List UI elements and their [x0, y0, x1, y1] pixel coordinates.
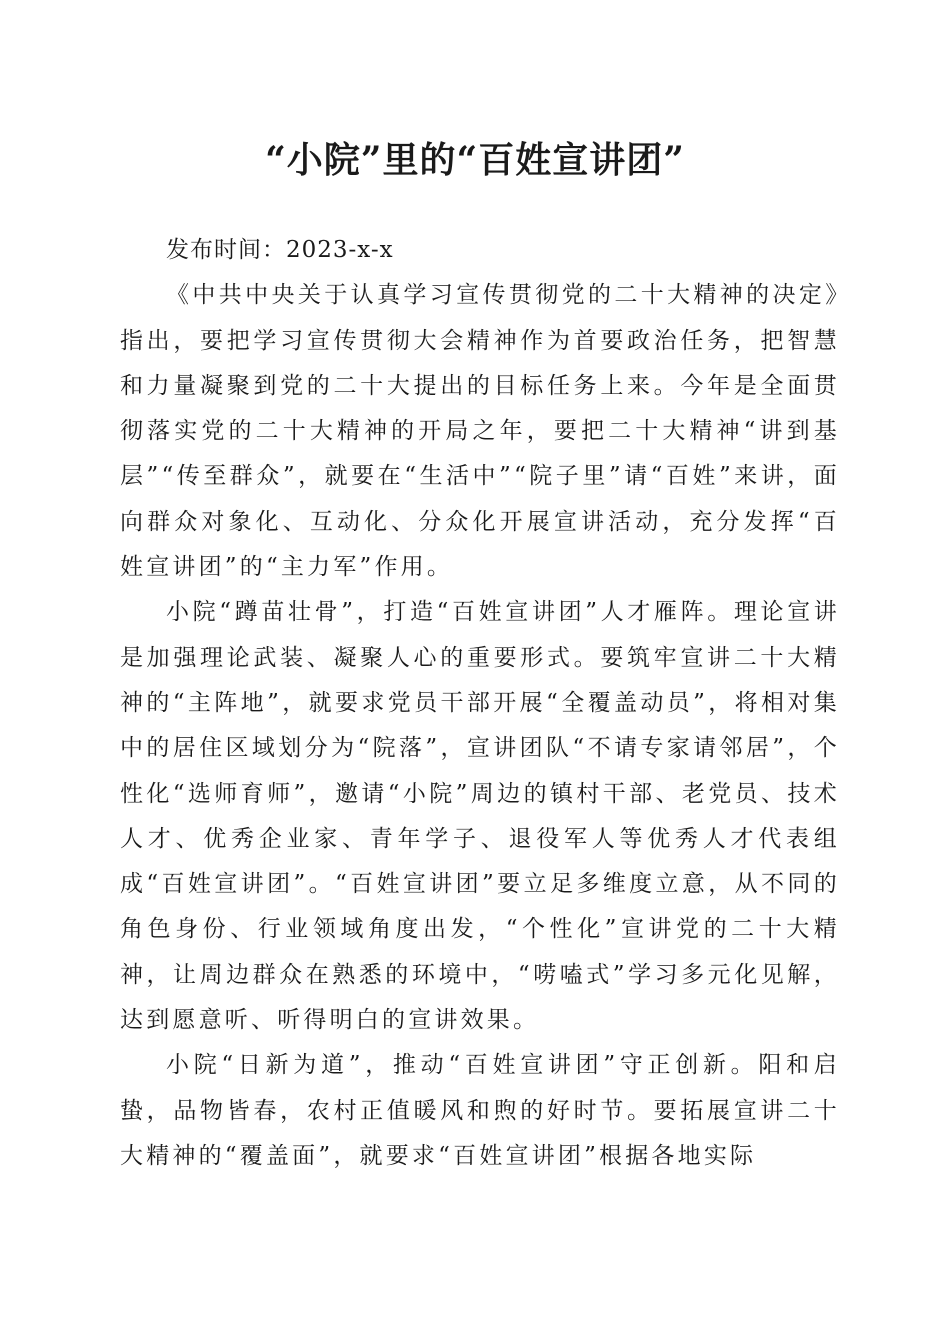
document-body: [120, 228, 840, 1179]
paragraph-2: 小院“蹲苗壮骨”，打造“百姓宣讲团”人才雁阵。理论宣讲是加强理论武装、凝聚人心的重要形式。要筑牢宣讲二十大精神的“主阵地”，就要求党员干部开展“全覆盖动员”，将相对集中的居住区域划分为“院落”，宣讲团队“不请专家请邻居”，个性化“选师育师”，邀请“小院”周边的镇村干部、老党员、技术人才、优秀企业家、青年学子、退役军人等优秀人才代表组成“百姓宣讲团”。“百姓宣讲团”要立足多维度立意，从不同的角色身份、行业领域角度出发，“个性化”宣讲党的二十大精神，让周边群众在熟悉的环境中，“唠嗑式”学习多元化见解，达到愿意听、听得明白的宣讲效果。: [120, 599, 840, 1034]
document-title: “小院”里的“百姓宣讲团”: [265, 139, 685, 181]
paragraph-1: 《中共中央关于认真学习宣传贯彻党的二十大精神的决定》指出，要把学习宣传贯彻大会精神作为首要政治任务，把智慧和力量凝聚到党的二十大提出的目标任务上来。今年是全面贯彻落实党的二十大精神的开局之年，要把二十大精神“讲到基层”“传至群众”，就要在“生活中”“院子里”请“百姓”来讲，面向群众对象化、互动化、分众化开展宣讲活动，充分发挥“百姓宣讲团”的“主力军”作用。: [120, 282, 840, 581]
paragraph-3: 小院“日新为道”，推动“百姓宣讲团”守正创新。阳和启蛰，品物皆春，农村正值暖风和煦的好时节。要拓展宣讲二十大精神的“覆盖面”，就要求“百姓宣讲团”根据各地实际: [120, 1052, 840, 1169]
publish-date: 发布时间：2023-x-x: [166, 237, 394, 263]
